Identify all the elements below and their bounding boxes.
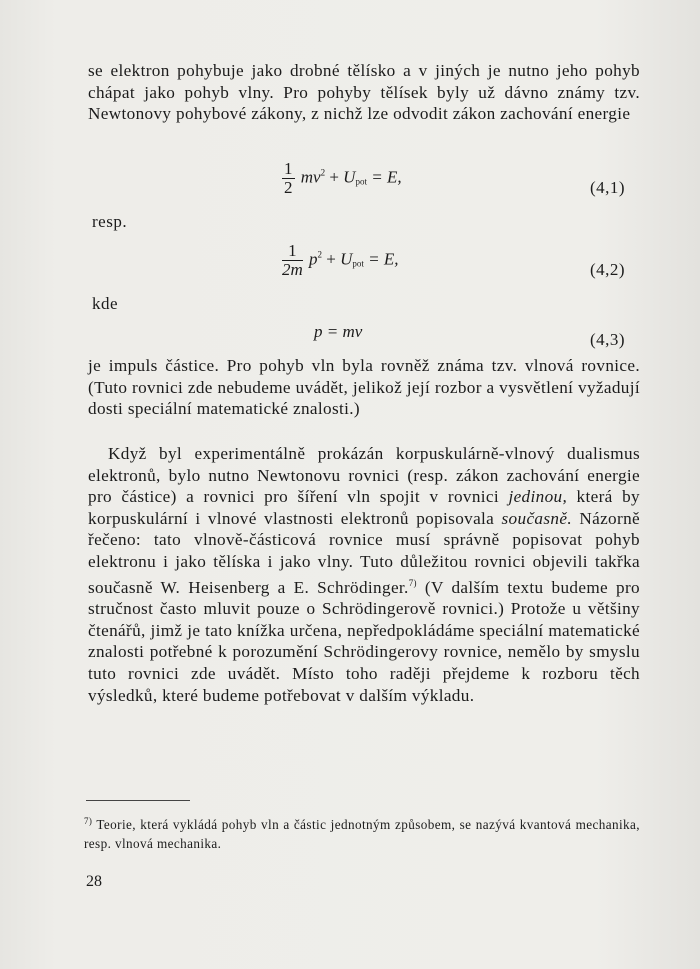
- footnote-mark: 7): [84, 816, 93, 826]
- impulse-text: je impuls částice. Pro pohyb vln byla rovněž známa tzv. vlnová rovnice. (Tuto rovnici zde nebudeme uvádět, jelikož její rozbor a vysvětlení vyžadují dosti speciální matematické znalosti.): [88, 356, 640, 419]
- equation-number-4-2: (4,2): [590, 260, 626, 279]
- equation-4-2: $\frac{1}{2m}$ $p^2 + U_{pot} = E$,: [282, 241, 399, 279]
- impulse-paragraph: [88, 355, 640, 420]
- footnote-text: Teorie, která vykládá pohyb vln a částic jednotným způsobem, se nazývá kvantová mechanika, resp. vlnová mechanika.: [84, 817, 640, 851]
- main-text: Když byl experimentálně prokázán korpuskulárně-vlnový dualismus elektronů, bylo nutno Newtonovu rovnici (resp. zákon zachování energie pro částice) a rovnici pro šíření vln spojit v rovnici jedinou, která by korpuskulární i vlnové vlastnosti elektronů popisovala současně. Názorně řečeno: tato vlnově-částicová rovnice musí správně popisovat pohyb elektronu i jako tělíska i jako vlny. Tuto důležitou rovnici objevili takřka současně W. Heisenberg a E. Schrödinger.$^{7)}$ (V dalším textu budeme pro stručnost často mluvit pouze o Schrödingerově rovnici.) Protože u většiny čtenářů, jimž je tato knížka určena, nepředpokládáme speciální matematické znalosti potřebné k porozumění Schrödingerovy rovnice, nemělo by smyslu tuto rovnici zde uvádět. Místo toho raději přejdeme k rozboru těch výsledků, které budeme potřebovat v dalším výkladu.: [88, 444, 640, 705]
- intro-text: se elektron pohybuje jako drobné tělísko a v jiných je nutno jeho pohyb chápat jako pohyb vlny. Pro pohyby tělísek byly už dávno známy tzv. Newtonovy pohybové zákony, z nichž lze odvodit zákon zachování energie: [88, 61, 640, 124]
- intro-paragraph: [88, 60, 640, 125]
- fraction-one-over-2m: $\frac{1}{2m}$: [282, 241, 303, 279]
- fraction-one-half: $\frac{1}{2}$: [284, 159, 293, 197]
- label-kde: kde: [92, 294, 119, 313]
- equation-number-4-1: (4,1): [590, 178, 626, 197]
- footnote-reference: 7): [408, 577, 417, 588]
- equation-number-4-3: (4,3): [590, 330, 626, 349]
- equation-4-3: p = mv: [314, 322, 363, 341]
- label-resp: resp.: [92, 212, 128, 231]
- main-paragraph: [88, 443, 640, 706]
- page-number: 28: [86, 873, 102, 890]
- equation-4-1: $\frac{1}{2}$ $mv^2 + U_{pot} = E$,: [284, 159, 402, 197]
- footnote-divider: [86, 800, 190, 801]
- footnote: [84, 812, 640, 853]
